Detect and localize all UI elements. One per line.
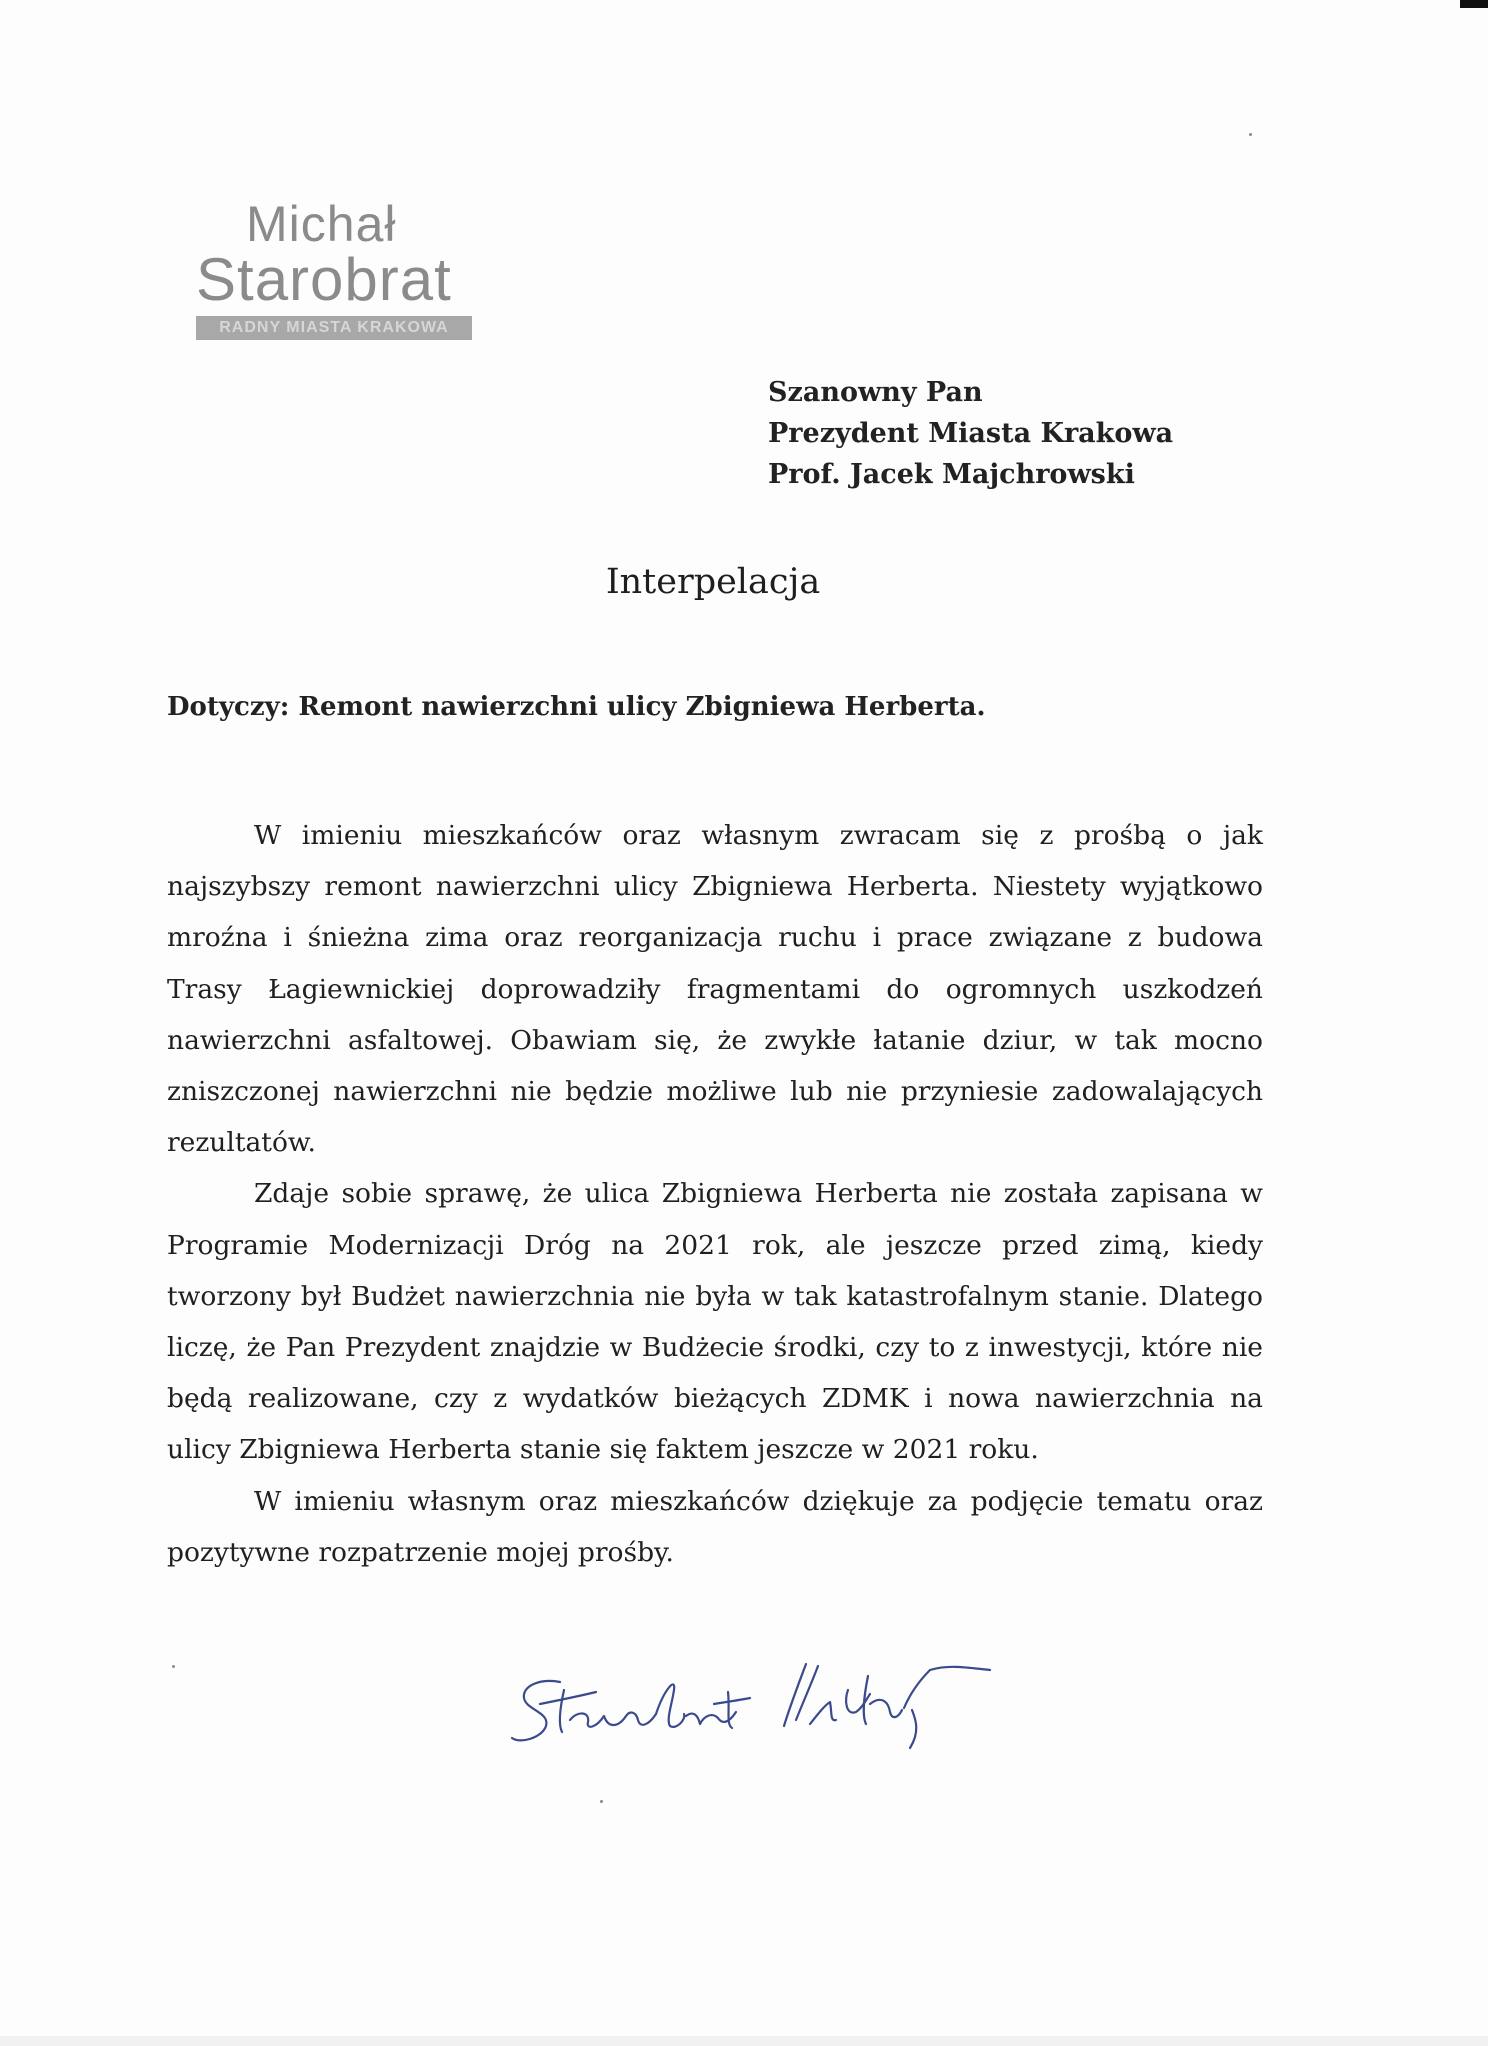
addressee-block (768, 372, 1173, 495)
logo-role-band: RADNY MIASTA KRAKOWA (196, 316, 472, 340)
addressee-name: Prof. Jacek Majchrowski (768, 459, 1135, 490)
scan-speck (1249, 133, 1252, 136)
body-paragraph-1: W imieniu mieszkańców oraz własnym zwracam się z prośbą o jak najszybszy remont nawierzchni ulicy Zbigniewa Herberta. Niestety wyjątkowo mroźna i śnieżna zima oraz reorganizacja ruchu i prace związane z budowa Trasy Łagiewnickiej doprowadziły fragmentami do ogromnych uszkodzeń nawierzchni asfaltowej. Obawiam się, że zwykłe łatanie dziur, w tak mocno zniszczonej nawierzchni nie będzie możliwe lub nie przyniesie zadowalających rezultatów. (167, 820, 1263, 1159)
scan-bottom-edge (0, 2036, 1488, 2046)
scan-speck (172, 1665, 175, 1668)
subject-line: Dotyczy: Remont nawierzchni ulicy Zbigniewa Herberta. (167, 692, 986, 722)
addressee-title: Prezydent Miasta Krakowa (768, 418, 1174, 449)
logo-first-name: Michał (246, 196, 397, 252)
letter-body (167, 810, 1263, 1578)
body-paragraph-2: Zdaje sobie sprawę, że ulica Zbigniewa Herberta nie została zapisana w Programie Modernizacji Dróg na 2021 rok, ale jeszcze przed zimą, kiedy tworzony był Budżet nawierzchnia nie była w tak katastrofalnym stanie. Dlatego liczę, że Pan Prezydent znajdzie w Budżecie środki, czy to z inwestycji, które nie będą realizowane, czy z wydatków bieżących ZDMK i nowa nawierzchnia na ulicy Zbigniewa Herberta stanie się faktem jeszcze w 2021 roku. (167, 1178, 1263, 1466)
addressee-salutation: Szanowny Pan (768, 377, 983, 408)
body-paragraph-3: W imieniu własnym oraz mieszkańców dziękuje za podjęcie tematu oraz pozytywne rozpatrzenie mojej prośby. (167, 1485, 1263, 1568)
scan-speck (600, 1800, 603, 1803)
handwritten-signature (500, 1620, 1200, 1770)
scan-edge-mark (1460, 0, 1488, 8)
letterhead-logo (196, 196, 474, 340)
document-title: Interpelacja (605, 562, 821, 602)
logo-last-name: Starobrat (196, 246, 452, 313)
